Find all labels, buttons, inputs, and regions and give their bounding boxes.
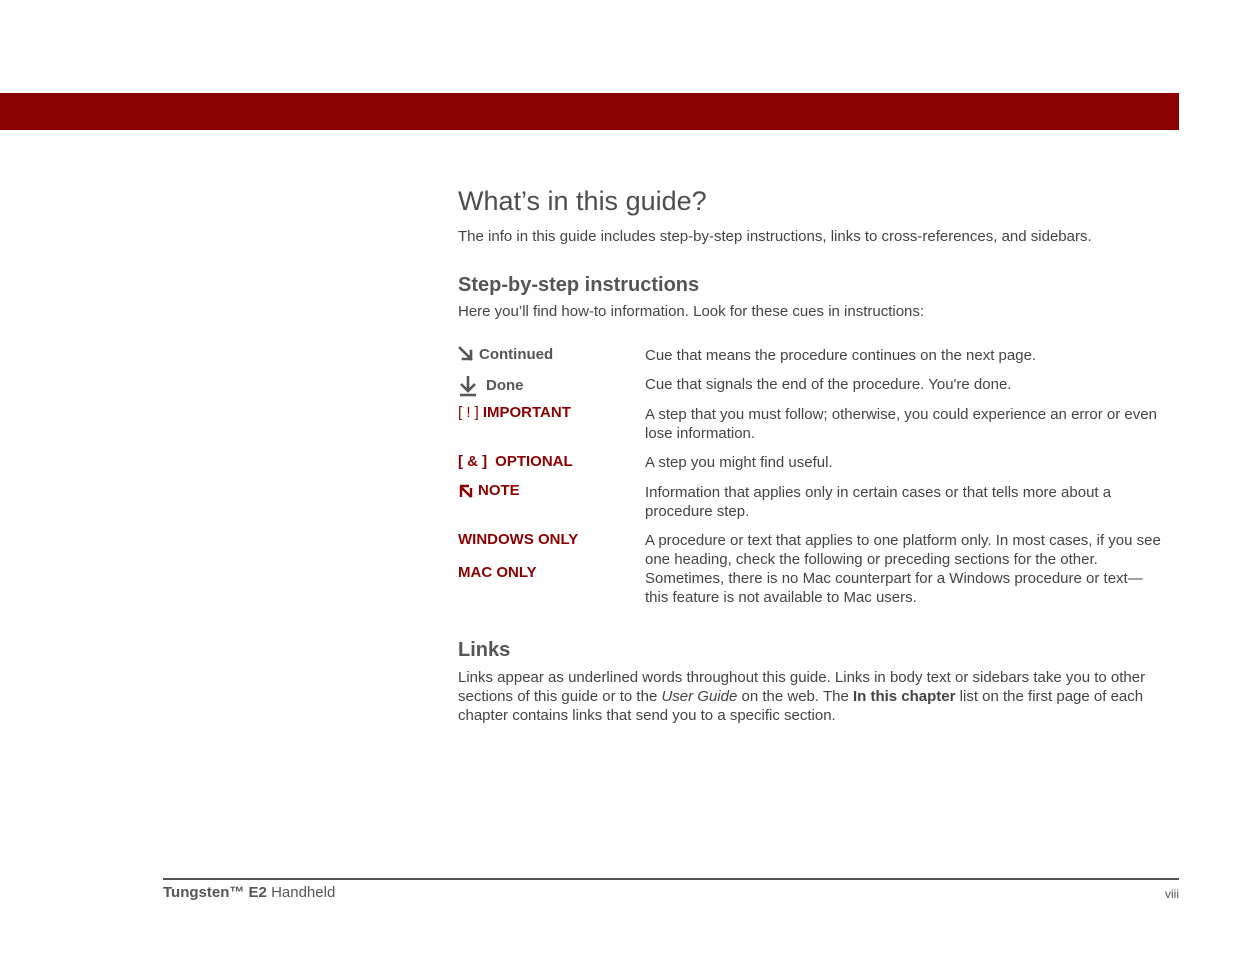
- cue-desc-important: A step that you must follow; otherwise, you could experience an error or even lose information.: [645, 406, 1157, 442]
- arrow-down-bar-icon: [458, 374, 478, 397]
- intro-text: The info in this guide includes step-by-step instructions, links to cross-references, and sidebars.: [458, 228, 1092, 245]
- in-this-chapter-label: In this chapter: [852, 688, 956, 705]
- steps-intro: Here you’ll find how-to information. Look for these cues in instructions:: [458, 303, 925, 320]
- cue-done: [458, 374, 524, 397]
- links-text-1: Links appear as underlined words throughout this guide. Links in body text or sidebars take you to other sections of this guide or to the: [458, 669, 1146, 705]
- cue-label-continued: Continued: [479, 346, 554, 363]
- cue-desc-continued: Cue that means the procedure continues on the next page.: [645, 347, 1037, 364]
- links-text-2: on the web. The: [737, 688, 853, 705]
- page-title: What’s in this guide?: [458, 186, 707, 216]
- cue-desc-platform: A procedure or text that applies to one platform only. In most cases, if you see one heading, check the following or preceding sections for the other. Sometimes, there is no Mac counterpart for a Windows procedure or text—this feature is not available to Mac users.: [645, 532, 1161, 606]
- footer-product-suffix: Handheld: [266, 884, 336, 901]
- footer-product: [163, 884, 335, 901]
- steps-heading: Step-by-step instructions: [458, 274, 700, 296]
- note-icon: [458, 483, 474, 499]
- cue-label-optional: OPTIONAL: [495, 453, 573, 470]
- optional-marker: [ & ]: [458, 453, 488, 470]
- links-body: [458, 668, 1180, 725]
- cue-label-important: IMPORTANT: [482, 404, 571, 421]
- important-marker: [ ! ]: [458, 404, 479, 421]
- cue-windows-only: [458, 531, 578, 548]
- cue-note: [458, 482, 520, 499]
- cue-desc-done: Cue that signals the end of the procedure. You're done.: [645, 376, 1012, 393]
- links-heading: Links: [458, 639, 511, 661]
- cue-label-note: NOTE: [478, 482, 520, 499]
- page-number: viii: [1165, 887, 1179, 901]
- footer-rule: [163, 878, 1179, 880]
- cue-label-windows-only: WINDOWS ONLY: [458, 531, 579, 548]
- cue-optional: [458, 453, 573, 470]
- cue-continued: [458, 346, 553, 363]
- cue-label-done: Done: [486, 377, 524, 394]
- cue-label-mac-only: MAC ONLY: [458, 564, 537, 581]
- cue-desc-note: Information that applies only in certain cases or that tells more about a procedure step.: [645, 484, 1112, 520]
- cue-important: [458, 404, 571, 421]
- header-bar: [0, 93, 1179, 130]
- arrow-down-right-icon: [458, 346, 475, 363]
- links-text-3: list on the first page of each chapter contains links that send you to a specific section.: [458, 688, 1144, 724]
- user-guide-title: User Guide: [661, 688, 738, 705]
- footer-product-name: Tungsten™ E2: [163, 884, 267, 901]
- cue-desc-optional: A step you might find useful.: [645, 454, 833, 471]
- cue-mac-only: [458, 564, 537, 581]
